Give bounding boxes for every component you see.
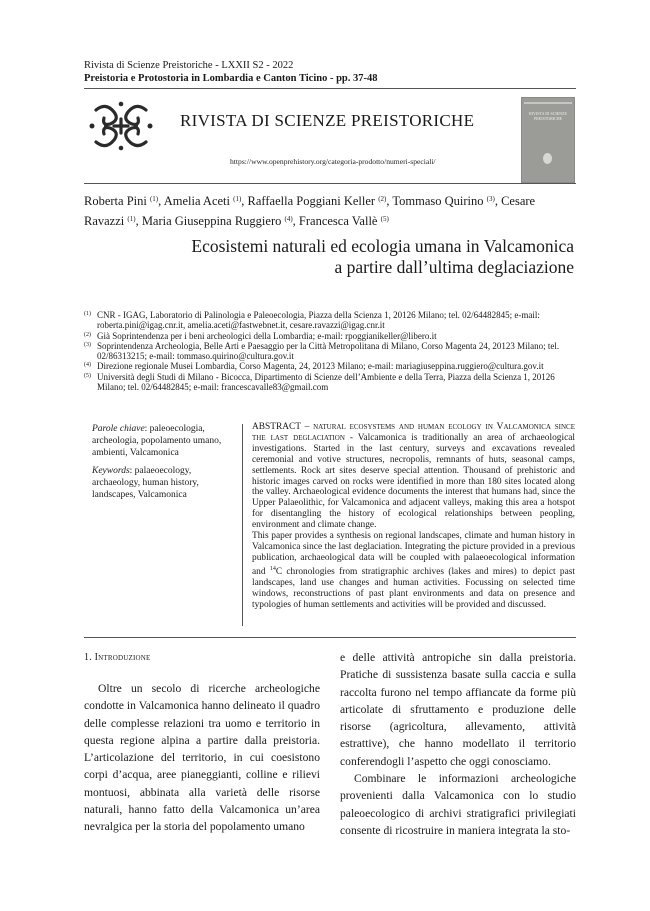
author: Cesare Ravazzi: [84, 194, 536, 228]
affiliation: (4) Direzione regionale Musei Lombardia, Corso Magenta, 24, 20123 Milano; e-mail: mariagiuseppina.ruggiero@cultura.gov.it: [84, 361, 544, 372]
cover-emblem-icon: [543, 153, 552, 164]
affiliation: (2) Già Soprintendenza per i beni archeologici della Lombardia; e-mail: rpoggianikeller@libero.it: [84, 330, 437, 341]
author-affiliation-ref: (4): [284, 215, 293, 223]
affiliations-list: [84, 310, 578, 392]
header-rule: [84, 88, 576, 89]
article-title: [104, 236, 574, 278]
abstract-rule: [84, 637, 576, 638]
spiral-knot-logo-icon: [88, 100, 154, 152]
affiliation: (3) Soprintendenza Archeologia, Belle Arti e Paesaggio per la Città Metropolitana di Milano, Corso Magenta 24, 20123 Milano; tel. 02/86313215; e-mail: tommaso.quirino@cultura.gov.it: [84, 340, 560, 362]
keywords-english: Keywords: palaeoecology, archaeology, human history, landscapes, Valcamonica: [92, 466, 199, 500]
cover-title: RIVISTA DI SCIENZE PREISTORICHE: [529, 111, 567, 121]
abstract-paragraph: This paper provides a synthesis on regional landscapes, climate and human history in Valcamonica since the last deglaciation. Integrating the picture provided in a previous publication, archaeological data will be coupled with palaeoecological information and $^{14}$C chronologies from stratigraphic archives (lakes and mires) to depict past landscapes, land use changes and human activities. Focussing on selected time windows, reconstructions of past plant environments and data on presence and typologies of human settlements and activities will be provided and discussed.: [252, 531, 575, 610]
section-heading: 1. Introduzione: [84, 652, 151, 663]
keywords-divider: [242, 424, 243, 626]
banner-rule: [84, 183, 576, 184]
author: Francesca Vallè: [298, 214, 378, 228]
journal-url-link[interactable]: https://www.openprehistory.org/categoria-prodotto/numeri-speciali/: [230, 157, 436, 166]
journal-cover-thumbnail: [521, 97, 575, 183]
running-header-journal: Rivista di Scienze Preistoriche - LXXII S2 - 2022: [84, 60, 294, 71]
author-affiliation-ref: (1): [127, 215, 136, 223]
affiliation: (1) CNR - IGAG, Laboratorio di Palinologia e Paleoecologia, Piazza della Scienza 1, 20126 Milano; tel. 02/64482845; e-mail: roberta.pini@igag.cnr.it, amelia.aceti@fastwebnet.it, cesare.ravazzi@igag.cnr.it: [84, 310, 540, 331]
body-paragraph: Oltre un secolo di ricerche archeologiche condotte in Valcamonica hanno delineato il quadro delle complesse relazioni tra uomo e territorio in questa regione alpina a partire dalla preistoria. L’articolazione del territorio, in cui coesistono corpi d’acqua, aree pianeggianti, colline e rilievi montuosi, abbinata alla varietà delle risorse naturali, hanno fatto della Valcamonica un’area nevralgica per la storia del popolamento umano: [84, 682, 320, 834]
author: Roberta Pini: [84, 194, 147, 208]
author-list: Roberta Pini $^{(1)}$, Amelia Aceti $^{(1)}$, Raffaella Poggiani Keller $^{(2)}$, Tommaso Quirino $^{(3)}$, Cesare Ravazzi $^{(1)}$, Maria Giuseppina Ruggiero $^{(4)}$, Francesca Vallè $^{(5)}$: [84, 194, 536, 228]
author: Raffaella Poggiani Keller: [247, 194, 376, 208]
author: Amelia Aceti: [163, 194, 230, 208]
body-column-right: [340, 649, 576, 839]
author-affiliation-ref: (2): [378, 195, 387, 203]
body-paragraph: e delle attività antropiche sin dalla preistoria. Pratiche di sussistenza basate sulla caccia e sulla raccolta furono nel tempo affiancate da forme più articolate di sfruttamento e produzione delle risorse (agricoltura, allevamento, attività estrattive), che hanno modellato il territorio conferendogli l’aspetto che oggi conosciamo.: [340, 651, 576, 768]
article-title-line: Ecosistemi naturali ed ecologia umana in Valcamonica: [191, 236, 574, 256]
running-header-volume: Preistoria e Protostoria in Lombardia e Canton Ticino - pp. 37-48: [84, 73, 378, 84]
body-column-left: [84, 680, 320, 836]
abstract-paragraph: ABSTRACT – natural ecosystems and human ecology in Valcamonica since the last deglaciation - Valcamonica is traditionally an area of archaeological investigations. Started in the last century, surveys and excavations revealed ceremonial and votive structures, necropolis, remnants of huts, seasonal camps, settlements. Rock art sites deserve special attention. Thousand of prehistoric and historic images carved on rocks were identified in more than 180 sites located along the valley. Archaeological evidence documents the interest that humans had, since the Upper Palaeolithic, for Valcamonica and adjacent valleys, making this area a hotspot for disentangling the history of ecological relationships between peopling, environment and climate change.: [252, 421, 575, 531]
keywords-box: [92, 423, 237, 501]
affiliation: (5) Università degli Studi di Milano - Bicocca, Dipartimento di Scienze dell’Ambiente e della Terra, Piazza della Scienza 1, 20126 Milano; tel. 02/64482845; e-mail: francescavalle83@gmail.com: [84, 371, 555, 393]
article-title-line: a partire dall’ultima deglaciazione: [334, 257, 574, 277]
journal-title: RIVISTA DI SCIENZE PREISTORICHE: [180, 111, 475, 130]
body-paragraph: Combinare le informazioni archeologiche provenienti dalla Valcamonica con lo studio paleoecologico di archivi stratigrafici privilegiati consente di ricostruire in maniera integrata la sto-: [340, 772, 576, 837]
author-affiliation-ref: (5): [380, 215, 389, 223]
author: Tommaso Quirino: [392, 194, 484, 208]
author: Maria Giuseppina Ruggiero: [141, 214, 282, 228]
author-affiliation-ref: (1): [233, 195, 242, 203]
author-affiliation-ref: (3): [486, 195, 495, 203]
abstract: [252, 422, 575, 611]
author-affiliation-ref: (1): [149, 195, 159, 203]
cover-band: [524, 102, 572, 104]
keywords-italian: Parole chiave: paleoecologia, archeologia, popolamento umano, ambienti, Valcamonica: [92, 424, 222, 458]
